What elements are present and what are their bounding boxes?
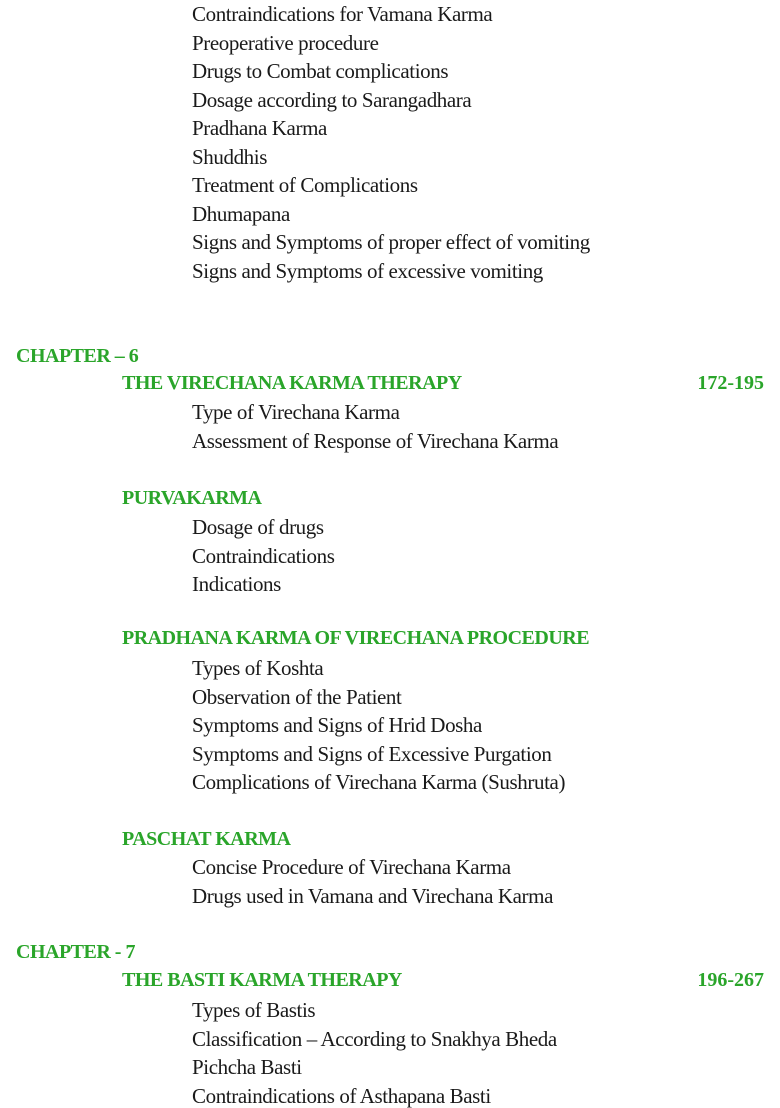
list-item: Drugs to Combat complications: [192, 59, 449, 83]
list-item: Types of Bastis: [192, 998, 316, 1022]
list-item: Contraindications of Asthapana Basti: [192, 1083, 491, 1108]
list-item: Indications: [192, 572, 281, 596]
section-heading-paschat: PASCHAT KARMA: [122, 828, 291, 850]
list-item: Signs and Symptoms of proper effect of vomiting: [192, 230, 590, 254]
list-item: Contraindications for Vamana Karma: [192, 2, 493, 26]
chapter-6-label: CHAPTER – 6: [16, 345, 139, 367]
list-item: Drugs used in Vamana and Virechana Karma: [192, 883, 554, 908]
list-item: Type of Virechana Karma: [192, 400, 400, 424]
list-item: Dosage of drugs: [192, 515, 324, 539]
purvakarma-items: [192, 513, 335, 599]
list-item: Types of Koshta: [192, 656, 324, 680]
list-item: Symptoms and Signs of Excessive Purgation: [192, 741, 552, 766]
chapter-7-title: THE BASTI KARMA THERAPY: [122, 969, 402, 991]
chapter-6-items: [192, 398, 558, 455]
chapter-7-label: CHAPTER - 7: [16, 941, 135, 963]
list-item: Assessment of Response of Virechana Karma: [192, 428, 559, 453]
paschat-items: [192, 853, 553, 910]
list-item: Preoperative procedure: [192, 30, 379, 55]
list-item: Observation of the Patient: [192, 684, 402, 709]
continued-items: [192, 0, 590, 285]
list-item: Contraindications: [192, 543, 335, 568]
section-heading-pradhana: PRADHANA KARMA OF VIRECHANA PROCEDURE: [122, 627, 590, 649]
chapter-7-pages: 196-267: [697, 969, 764, 991]
list-item: Complications of Virechana Karma (Sushruta): [192, 770, 566, 794]
list-item: Pradhana Karma: [192, 116, 327, 140]
list-item: Dosage according to Sarangadhara: [192, 87, 472, 112]
list-item: Concise Procedure of Virechana Karma: [192, 855, 511, 879]
section-heading-purvakarma: PURVAKARMA: [122, 487, 262, 509]
list-item: Pichcha Basti: [192, 1055, 302, 1079]
chapter-7-items: [192, 996, 557, 1108]
list-item: Treatment of Complications: [192, 173, 418, 197]
chapter-6-pages: 172-195: [697, 372, 764, 394]
chapter-6-title: THE VIRECHANA KARMA THERAPY: [122, 372, 462, 394]
list-item: Signs and Symptoms of excessive vomiting: [192, 258, 543, 283]
list-item: Dhumapana: [192, 201, 290, 226]
list-item: Shuddhis: [192, 144, 267, 169]
pradhana-items: [192, 654, 565, 797]
list-item: Symptoms and Signs of Hrid Dosha: [192, 713, 482, 737]
list-item: Classification – According to Snakhya Bheda: [192, 1026, 557, 1051]
